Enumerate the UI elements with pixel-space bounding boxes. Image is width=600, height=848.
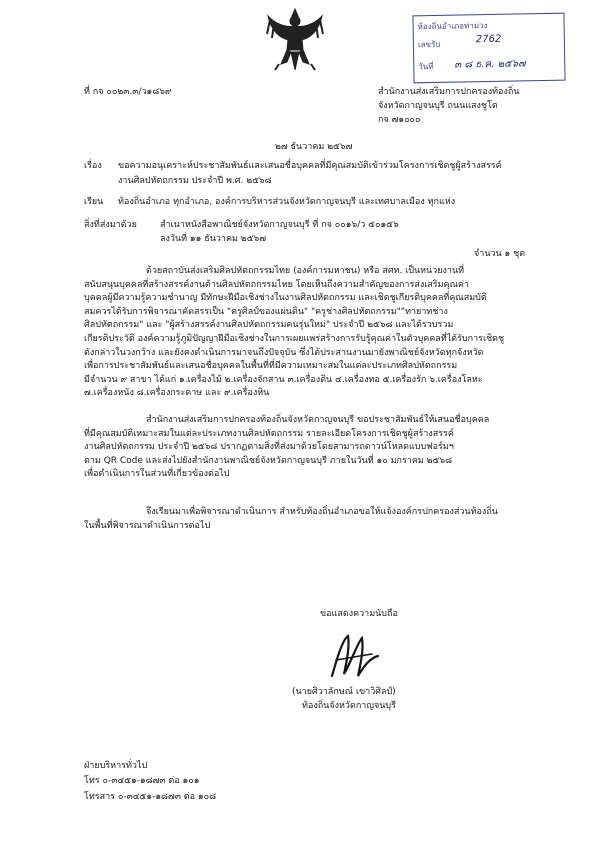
receiving-stamp	[412, 13, 565, 84]
paragraph-line: สมควรได้รับการพิจารณาคัดสรรเป็น "ครูศิลป์ของแผ่นดิน" "ครูช่างศิลปหัตถกรรม""ทายาทช่าง	[84, 306, 448, 317]
paragraph-line: มีจำนวน ๙ สาขา ได้แก่ ๑.เครื่องไม้ ๒.เครื่องจักสาน ๓.เครื่องดิน ๔.เครื่องทอ ๕.เครื่องรัก ๖.เครื่องโลหะ	[84, 374, 483, 385]
document-number: ที่ กจ ๐๐๒๓.๓/ว๑๘๖๙	[84, 87, 172, 97]
to-label: เรียน	[84, 197, 104, 207]
closing-regards: ขอแสดงความนับถือ	[320, 609, 398, 619]
paragraph-line: ดังกล่าวในวงกว้าง และยังคงดำเนินการมาจนถึงปัจจุบัน ซึ่งได้ประสานงานมายังพาณิชย์จังหวัดทุกจังหวัด	[84, 347, 484, 358]
garuda-emblem-icon	[265, 6, 325, 74]
paragraph-line: บุคคลผู้มีความรู้ความชำนาญ มีทักษะฝีมือเชิงช่างในงานศิลปหัตถกรรม และเชิดชูเกียรติบุคคลที่คุณสมบัติ	[84, 293, 487, 304]
letter-date: ๒๗ ธันวาคม ๒๕๖๗	[275, 142, 353, 152]
enclosure-label: สิ่งที่ส่งมาด้วย	[84, 220, 137, 230]
enclosure-line-2: ลงวันที่ ๑๑ ธันวาคม ๒๕๖๗	[160, 234, 266, 244]
stamp-date-label: วันที่	[418, 61, 434, 72]
paragraph-line: ๗.เครื่องหนัง ๘.เครื่องกระดาษ และ ๙.เครื่องหิน	[84, 388, 270, 399]
signer-position: ท้องถิ่นจังหวัดกาญจนบุรี	[302, 701, 396, 711]
paragraph-line: เพื่อดำเนินการในส่วนที่เกี่ยวข้องต่อไป	[84, 469, 230, 480]
subject-line-1: ขอความอนุเคราะห์ประชาสัมพันธ์และเสนอชื่อบุคคลที่มีคุณสมบัติเข้าร่วมโครงการเชิดชูผู้สร้างสรรค์	[118, 161, 502, 171]
enclosure-count: จำนวน ๑ ชุด	[474, 249, 526, 259]
paragraph-line: ในพื้นที่พิจารณาดำเนินการต่อไป	[84, 520, 211, 531]
paragraph-line: งานศิลปหัตถกรรม ประจำปี ๒๕๖๘ ปรากฏตามสิ่งที่ส่งมาด้วยโดยสามารถดาวน์โหลดแบบฟอร์มฯ	[84, 442, 454, 453]
office-address: จังหวัดกาญจนบุรี ถนนแสงชูโต	[378, 101, 498, 111]
office-name: สำนักงานส่งเสริมการปกครองท้องถิ่น	[378, 87, 520, 97]
footer-department: ฝ่ายบริหารทั่วไป	[84, 761, 148, 771]
paragraph-line: ที่มีคุณสมบัติเหมาะสมในแต่ละประเภทงานศิลปหัตถกรรม รายละเอียดโครงการเชิดชูผู้สร้างสรรค์	[84, 428, 454, 439]
body-paragraph-3	[84, 506, 498, 533]
paragraph-line: จึงเรียนมาเพื่อพิจารณาดำเนินการ สำหรับท้องถิ่นอำเภอขอให้แจ้งองค์กรปกครองส่วนท้องถิ่น	[146, 507, 498, 517]
stamp-recv-no: 2762	[475, 33, 502, 46]
paragraph-line: ตาม QR Code และส่งไปยังสำนักงานพาณิชย์จังหวัดกาญจนบุรี ภายในวันที่ ๑๐ มกราคม ๒๕๖๘	[84, 455, 453, 466]
to-recipients: ท้องถิ่นอำเภอ ทุกอำเภอ, องค์การบริหารส่วนจังหวัดกาญจนบุรี และเทศบาลเมือง ทุกแห่ง	[118, 197, 456, 207]
body-paragraph-1	[84, 265, 504, 401]
paragraph-line: สนับสนุนบุคคลที่สร้างสรรค์งานด้านศิลปหัตถกรรมไทย โดยเห็นถึงความสำคัญของการส่งเสริมคุณค่า	[84, 279, 469, 290]
paragraph-line: ด้วยสถาบันส่งเสริมศิลปหัตถกรรมไทย (องค์การมหาชน) หรือ สศท. เป็นหน่วยงานที่	[146, 266, 465, 276]
paragraph-line: ศิลปหัตถกรรม" และ "ผู้สร้างสรรค์งานศิลปหัตถกรรมคนรุ่นใหม่" ประจำปี ๒๕๖๘ และได้รวบรวม	[84, 320, 454, 331]
body-paragraph-2	[84, 414, 489, 482]
stamp-date: ๓ ๘ ธ.ค. ๒๕๖๗	[454, 58, 526, 71]
paragraph-line: เกียรติประวัติ องค์ความรู้ภูมิปัญญาฝีมือเชิงช่างในการเผยแพร่สร้างการรับรู้คุณค่าในตัวบุคคลที่ได้รับการเชิดชู	[84, 333, 505, 344]
stamp-office: ห้องถิ่นอำเภอท่าม่วง	[417, 21, 488, 32]
stamp-recv-label: เลขรับ	[417, 39, 441, 50]
signature-icon	[326, 632, 382, 680]
footer-fax: โทรสาร ๐-๓๔๕๑-๑๘๗๓ ต่อ ๑๐๘	[84, 792, 217, 802]
paragraph-line: เพื่อการประชาสัมพันธ์และเสนอชื่อบุคคลในพื้นที่ที่มีความเหมาะสมในแต่ละประเภทศิลปหัตถกรรม	[84, 361, 458, 372]
paragraph-line: สำนักงานส่งเสริมการปกครองท้องถิ่นจังหวัดกาญจนบุรี ขอประชาสัมพันธ์ให้เสนอชื่อบุคคล	[146, 415, 490, 425]
subject-label: เรื่อง	[84, 161, 102, 171]
signer-name: (นายศิวาลักษณ์ เขาวิศิลป์)	[292, 687, 396, 697]
enclosure-line-1: สำเนาหนังสือพาณิชย์จังหวัดกาญจนบุรี ที่ กจ ๐๐๑๖/ว ๕๐๑๕๖	[160, 220, 399, 230]
footer-telephone: โทร ๐-๓๔๕๑-๑๘๗๓ ต่อ ๑๐๑	[84, 776, 200, 786]
office-postcode: กจ ๗๑๐๐๐	[378, 115, 421, 125]
subject-line-2: งานศิลปหัตถกรรม ประจำปี พ.ศ. ๒๕๖๘	[118, 176, 272, 186]
